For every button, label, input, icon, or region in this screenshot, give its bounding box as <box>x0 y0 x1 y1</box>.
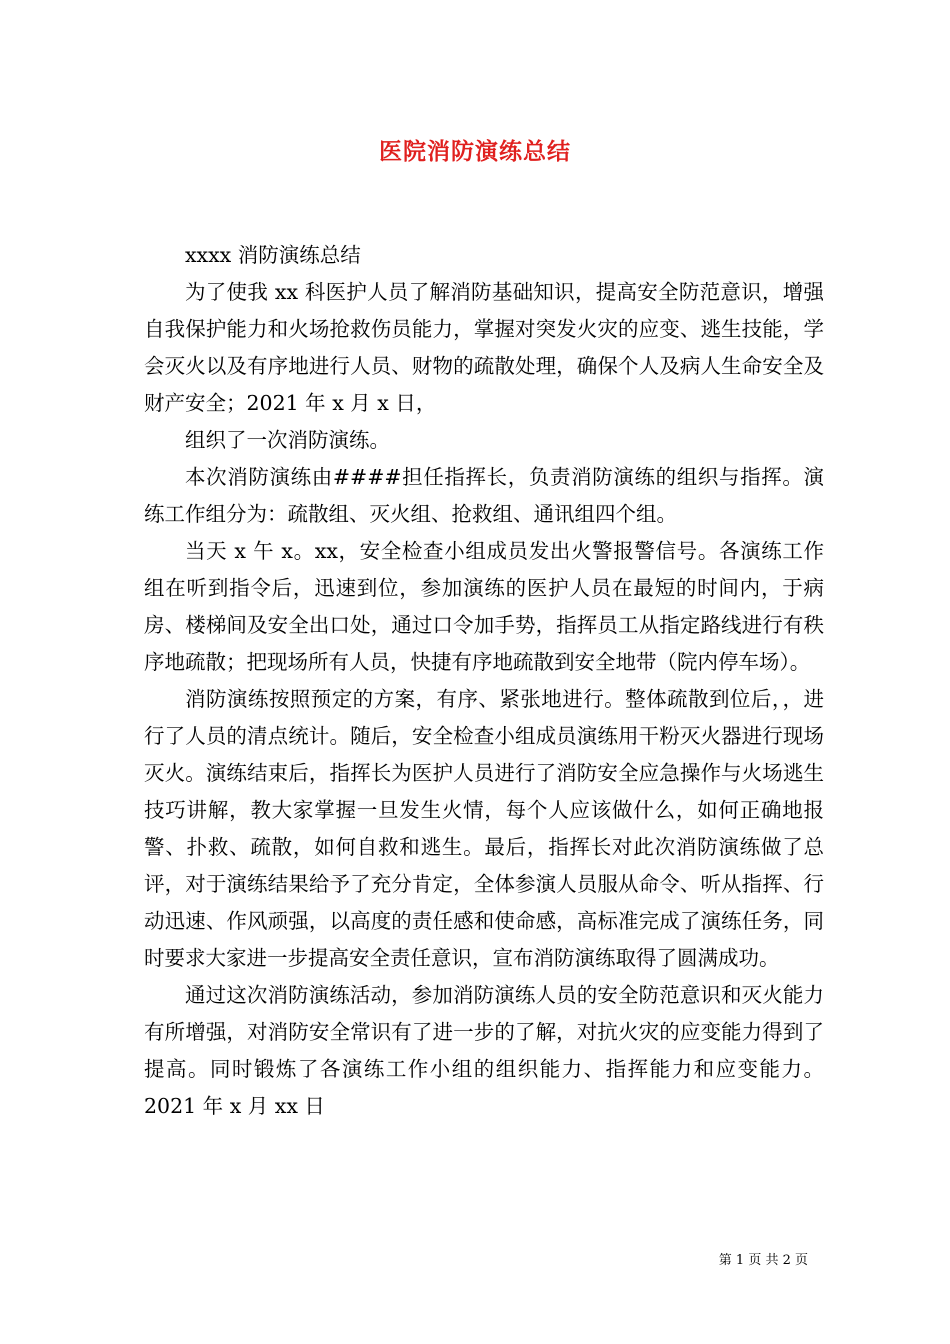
document-subtitle: xxxx 消防演练总结 <box>185 243 361 267</box>
paragraph-5: 消防演练按照预定的方案，有序、紧张地进行。整体疏散到位后，，进行了人员的清点统计。随后，安全检查小组成员演练用干粉灭火器进行现场灭火。演练结束后，指挥长为医护人员进行了消防安全应急操作与火场逃生技巧讲解，教大家掌握一旦发生火情，每个人应该做什么，如何正确地报警、扑救、疏散，如何自救和逃生。最后，指挥长对此次消防演练做了总评，对于演练结果给予了充分肯定，全体参演人员服从命令、听从指挥、行动迅速、作风顽强，以高度的责任感和使命感，高标准完成了演练任务，同时要求大家进一步提高安全责任意识，宣布消防演练取得了圆满成功。 <box>144 687 824 970</box>
paragraph-2: 组织了一次消防演练。 <box>185 428 390 452</box>
page-indicator: 第 1 页 共 2 页 <box>718 1253 808 1268</box>
paragraph-3: 本次消防演练由####担任指挥长，负责消防演练的组织与指挥。演练工作组分为：疏散组、灭火组、抢救组、通讯组四个组。 <box>144 465 824 526</box>
document-title: 医院消防演练总结 <box>379 138 571 165</box>
paragraph-1: 为了使我 xx 科医护人员了解消防基础知识，提高安全防范意识，增强自我保护能力和火场抢救伤员能力，掌握对突发火灾的应变、逃生技能，学会灭火以及有序地进行人员、财物的疏散处理，确保个人及病人生命安全及财产安全；2021 年 x 月 x 日， <box>144 280 824 415</box>
document-body <box>144 237 824 1125</box>
paragraph-4: 当天 x 午 x。xx，安全检查小组成员发出火警报警信号。各演练工作组在听到指令后，迅速到位，参加演练的医护人员在最短的时间内，于病房、楼梯间及安全出口处，通过口令加手势，指挥员工从指定路线进行有秩序地疏散；把现场所有人员，快捷有序地疏散到安全地带（院内停车场）。 <box>144 539 824 674</box>
paragraph-6: 通过这次消防演练活动，参加消防演练人员的安全防范意识和灭火能力有所增强，对消防安全常识有了进一步的了解，对抗火灾的应变能力得到了提高。同时锻炼了各演练工作小组的组织能力、指挥能力和应变能力。2021 年 x 月 xx 日 <box>144 983 824 1118</box>
